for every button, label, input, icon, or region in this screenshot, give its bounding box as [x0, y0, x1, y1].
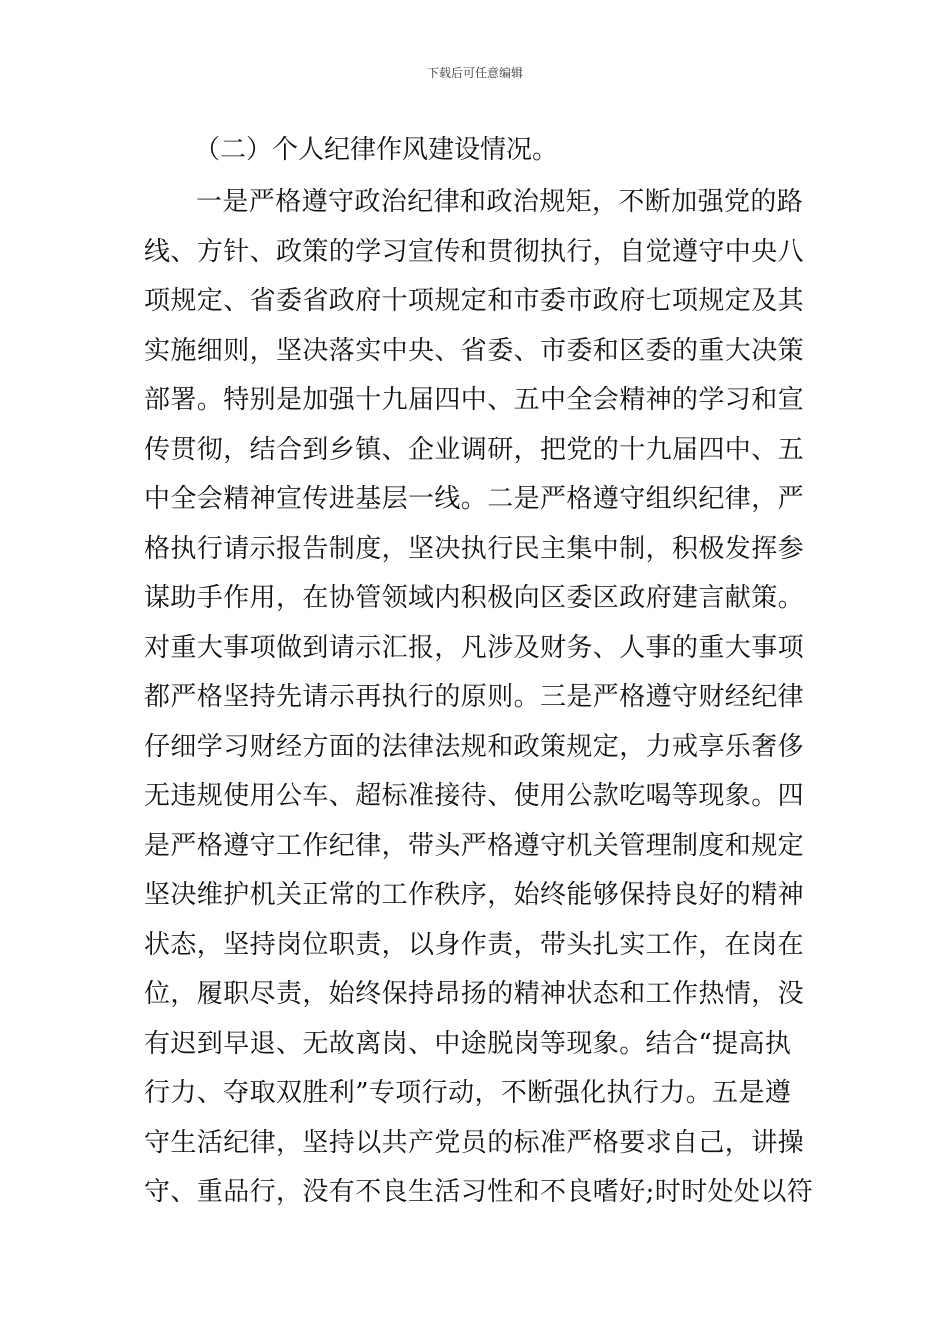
paragraph-line: 都严格坚持先请示再执行的原则。三是严格遵守财经纪律: [144, 682, 805, 712]
paragraph-line: 行力、夺取双胜利”专项行动，不断强化执行力。五是遵: [144, 1078, 792, 1108]
paragraph-line: 状态，坚持岗位职责，以身作责，带头扎实工作，在岗在: [144, 929, 805, 960]
page-header: 下载后可任意编辑: [426, 66, 523, 80]
paragraph-line: 位，履职尽责，始终保持昂扬的精神状态和工作热情，没: [144, 979, 805, 1009]
paragraph-line: 实施细则，坚决落实中央、省委、市委和区委的重大决策: [144, 335, 805, 366]
paragraph-line: 项规定、省委省政府十项规定和市委市政府七项规定及其: [144, 286, 805, 316]
paragraph-line: 一是严格遵守政治纪律和政治规矩，不断加强党的路: [196, 187, 804, 217]
section-title: （二）个人纪律作风建设情况。: [194, 135, 559, 165]
paragraph-line: 仔细学习财经方面的法律法规和政策规定，力戒享乐奢侈: [144, 731, 805, 762]
paragraph-line: 对重大事项做到请示汇报，凡涉及财务、人事的重大事项: [144, 632, 805, 663]
paragraph-line: 是严格遵守工作纪律，带头严格遵守机关管理制度和规定: [144, 830, 805, 861]
paragraph-line: 坚决维护机关正常的工作秩序，始终能够保持良好的精神: [144, 880, 805, 910]
paragraph-line: 谋助手作用，在协管领域内积极向区委区政府建言献策。: [144, 583, 805, 613]
paragraph-line: 中全会精神宣传进基层一线。二是严格遵守组织纪律，严: [144, 484, 805, 514]
paragraph-line: 守、重品行，没有不良生活习性和不良嗜好;时时处处以符: [144, 1177, 814, 1207]
paragraph-line: 传贯彻，结合到乡镇、企业调研，把党的十九届四中、五: [144, 434, 805, 465]
paragraph-line: 格执行请示报告制度，坚决执行民主集中制，积极发挥参: [144, 533, 805, 564]
paragraph-line: 线、方针、政策的学习宣传和贯彻执行，自觉遵守中央八: [144, 236, 805, 267]
paragraph-line: 守生活纪律，坚持以共产党员的标准严格要求自己，讲操: [144, 1127, 805, 1158]
paragraph-line: 有迟到早退、无故离岗、中途脱岗等现象。结合“提高执: [144, 1028, 792, 1059]
paragraph-line: 部署。特别是加强十九届四中、五中全会精神的学习和宣: [144, 385, 805, 415]
body-paragraph: [144, 178, 814, 1218]
paragraph-line: 无违规使用公车、超标准接待、使用公款吃喝等现象。四: [144, 781, 805, 811]
